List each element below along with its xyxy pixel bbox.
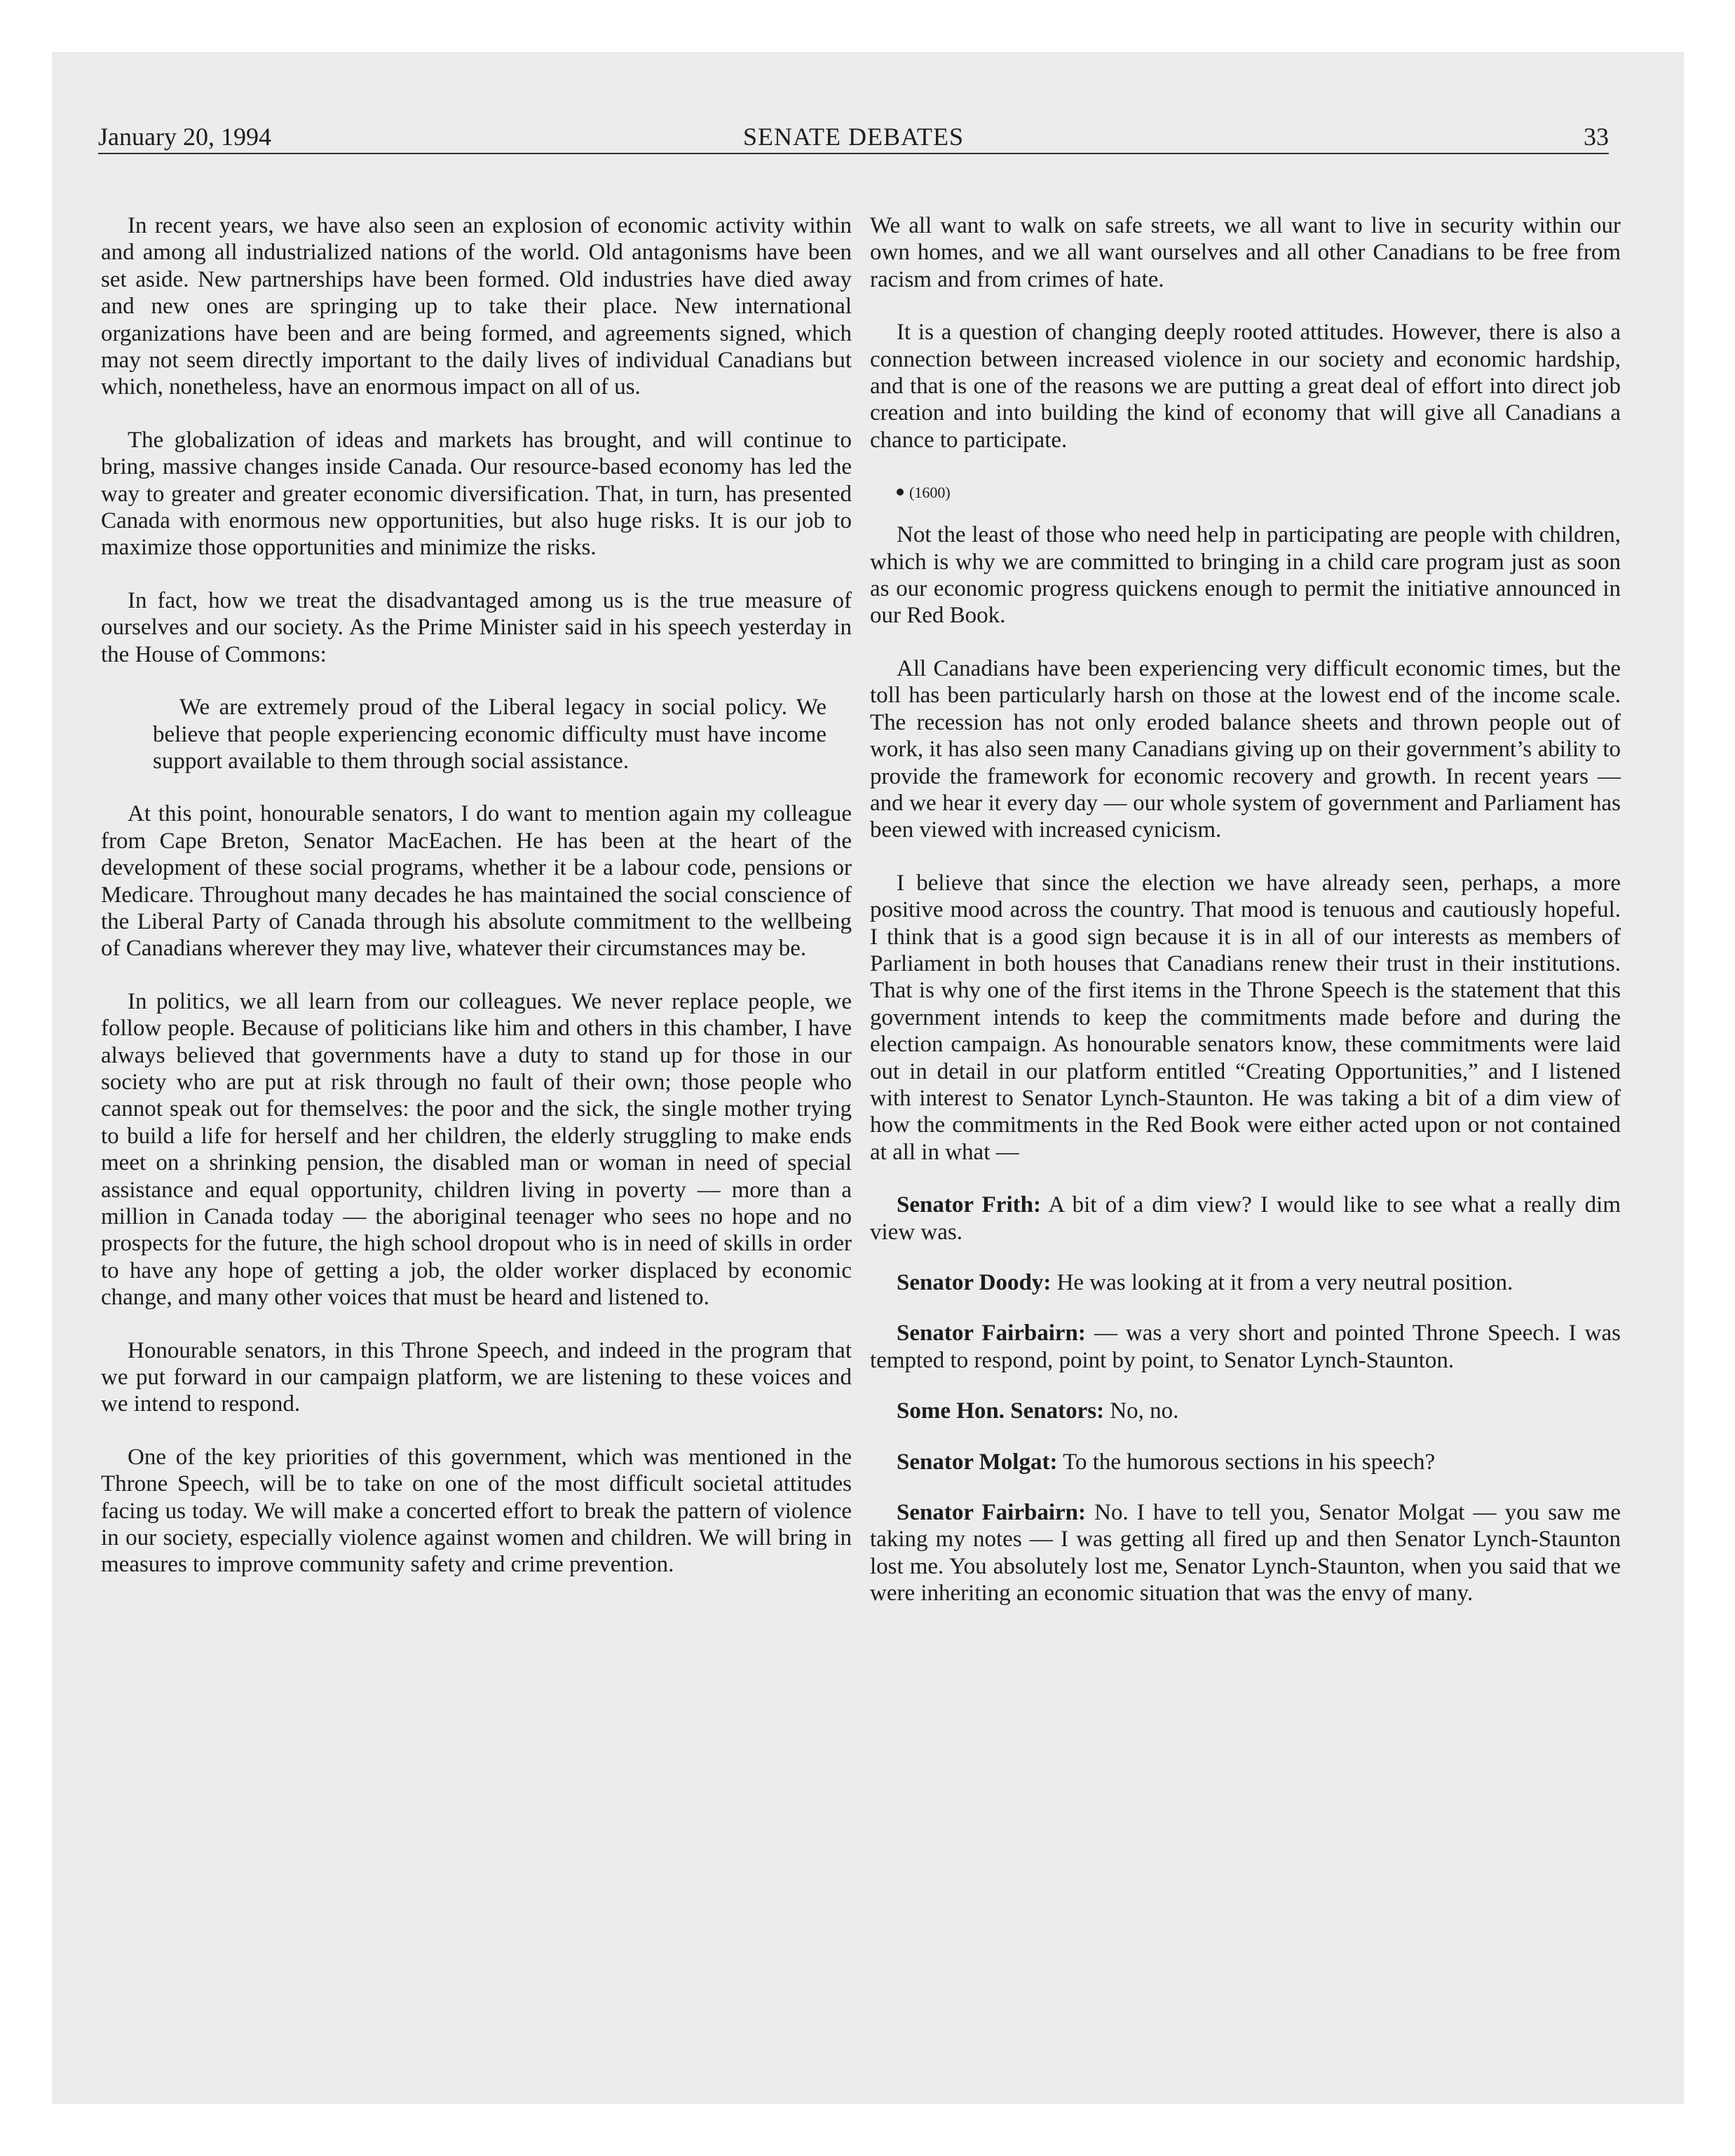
page-header — [98, 121, 1609, 154]
speaker-name: Senator Fairbairn: — [897, 1321, 1086, 1346]
paragraph: In fact, how we treat the disadvantaged among us is the true measure of ourselves and our society. As the Prime Minister said in his speech yesterday in the House of Commons: — [101, 587, 852, 667]
paragraph: The globalization of ideas and markets has brought, and will continue to bring, massive changes inside Canada. Our resource-based economy has led the way to greater and greater economic diversification. That, in turn, has presented Canada with enormous new opportunities, but also huge risks. It is our job to maximize those opportunities and minimize the risks. — [101, 427, 852, 561]
header-title: SENATE DEBATES — [742, 123, 964, 151]
paragraph: In politics, we all learn from our colleagues. We never replace people, we follow people. Because of politicians like him and others in this chamber, I have always believed that governments have a duty to stand up for those in our society who are put at risk through no fault of their own; those people who cannot speak out for themselves: the poor and the sick, the single mother trying to build a life for herself and her children, the elderly struggling to make ends meet on a shrinking pension, the disabled man or woman in need of special assistance and equal opportunity, children living in poverty — more than a million in Canada today — the aboriginal teenager who sees no hope and no prospects for the future, the high school dropout who is in need of skills in order to have any hope of getting a job, the older worker displaced by economic change, and many other voices that must be heard and listened to. — [101, 988, 852, 1311]
speaker-name: Senator Fairbairn: — [897, 1500, 1086, 1526]
speaker-name: Some Hon. Senators: — [897, 1398, 1105, 1424]
paragraph: We all want to walk on safe streets, we all want to live in security within our own homes, and we all want ourselves and all other Canadians to be free from racism and from crimes of hate. — [870, 213, 1621, 292]
header-date: January 20, 1994 — [98, 123, 271, 151]
time-marker-text: (1600) — [909, 484, 951, 502]
speech-entry — [870, 1269, 1621, 1296]
bullet-icon — [897, 489, 904, 496]
speech-text: A bit of a dim view? I would like to see what a really dim view was. — [870, 1192, 1621, 1245]
speaker-name: Senator Doody: — [897, 1270, 1052, 1295]
speech-entry — [870, 1398, 1621, 1424]
speech-entry — [870, 1449, 1621, 1475]
header-page-number: 33 — [1584, 123, 1609, 151]
speaker-name: Senator Frith: — [897, 1192, 1041, 1218]
paragraph: All Canadians have been experiencing very difficult economic times, but the toll has been particularly harsh on those at the lowest end of the income scale. The recession has not only eroded balance sheets and thrown people out of work, it has also seen many Canadians giving up on their government’s ability to provide the framework for economic recovery and growth. In recent years — and we hear it every day — our whole system of government and Parliament has been viewed with increased cynicism. — [870, 655, 1621, 843]
paragraph: In recent years, we have also seen an explosion of economic activity within and among all industrialized nations of the world. Old antagonisms have been set aside. New partnerships have been formed. Old industries have died away and new ones are springing up to take their place. New international organizations have been and are being formed, and agreements signed, which may not seem directly important to the daily lives of individual Canadians but which, nonetheless, have an enormous impact on all of us. — [101, 213, 852, 400]
block-quote: We are extremely proud of the Liberal legacy in social policy. We believe that people experiencing economic difficulty must have income support available to them through social assistance. — [153, 695, 826, 774]
speech-entry — [870, 1499, 1621, 1607]
speech-text: No. I have to tell you, Senator Molgat — you saw me taking my notes — I was getting all fired up and then Senator Lynch-Staunton lost me. You absolutely lost me, Senator Lynch-Staunton, when you said that we were inheriting an economic situation that was the envy of many. — [870, 1500, 1621, 1606]
speech-entry — [870, 1192, 1621, 1246]
left-column — [101, 212, 852, 1604]
speech-text: To the humorous sections in his speech? — [1063, 1449, 1436, 1475]
paragraph: One of the key priorities of this government, which was mentioned in the Throne Speech, will be to take on one of the most difficult societal attitudes facing us today. We will make a concerted effort to break the pattern of violence in our society, especially violence against women and children. We will bring in measures to improve community safety and crime prevention. — [101, 1444, 852, 1578]
speech-text: No, no. — [1110, 1398, 1179, 1424]
speech-entry — [870, 1320, 1621, 1374]
speaker-name: Senator Molgat: — [897, 1449, 1058, 1475]
paragraph: Not the least of those who need help in participating are people with children, which is why we are committed to bringing in a child care program just as soon as our economic progress quickens enough to permit the initiative announced in our Red Book. — [870, 522, 1621, 629]
time-marker — [870, 479, 1621, 506]
speech-text: — was a very short and pointed Throne Speech. I was tempted to respond, point by point, to Senator Lynch-Staunton. — [870, 1321, 1621, 1373]
paragraph: At this point, honourable senators, I do want to mention again my colleague from Cape Breton, Senator MacEachen. He has been at the heart of the development of these social programs, whether it be a labour code, pensions or Medicare. Throughout many decades he has maintained the social conscience of the Liberal Party of Canada through his absolute commitment to the wellbeing of Canadians wherever they may live, whatever their circumstances may be. — [101, 801, 852, 962]
paragraph: Honourable senators, in this Throne Speech, and indeed in the program that we put forward in our campaign platform, we are listening to these voices and we intend to respond. — [101, 1337, 852, 1417]
paragraph: I believe that since the election we have already seen, perhaps, a more positive mood across the country. That mood is tenuous and cautiously hopeful. I think that is a good sign because it is in all of our interests as members of Parliament in both houses that Canadians renew their trust in their institutions. That is why one of the first items in the Throne Speech is the statement that this government intends to keep the commitments made before and during the election campaign. As honourable senators know, these commitments were laid out in detail in our platform entitled “Creating Opportunities,” and I listened with interest to Senator Lynch-Staunton. He was taking a bit of a dim view of how the commitments in the Red Book were either acted upon or not contained at all in what — — [870, 870, 1621, 1165]
paragraph: It is a question of changing deeply rooted attitudes. However, there is also a connection between increased violence in our society and economic hardship, and that is one of the reasons we are putting a great deal of effort into direct job creation and into building the kind of economy that will give all Canadians a chance to participate. — [870, 320, 1621, 453]
right-column — [870, 212, 1621, 1631]
speech-text: He was looking at it from a very neutral position. — [1056, 1270, 1513, 1295]
